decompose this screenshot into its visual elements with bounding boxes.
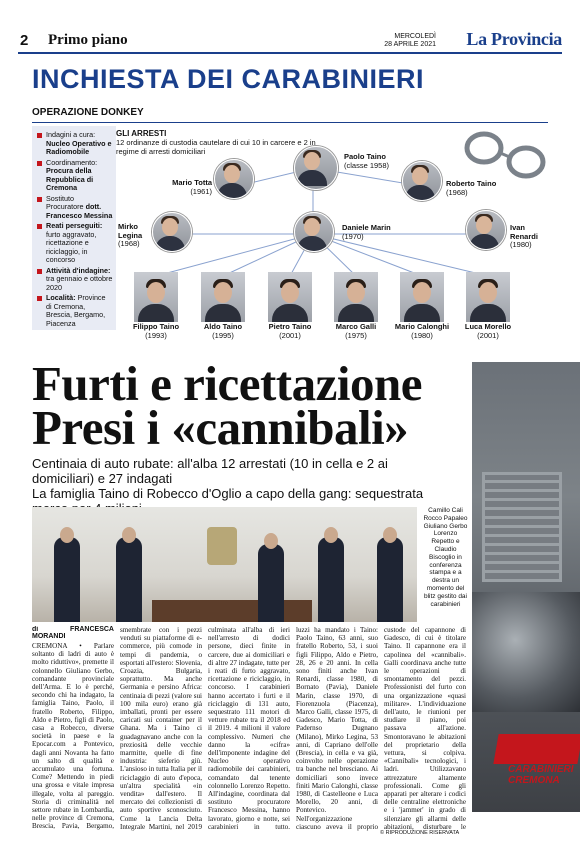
sidebar-item-label: Sostituto Procuratore	[46, 193, 84, 211]
headline-line1: Furti e ricettazione	[32, 356, 422, 411]
label-daniele-marin: Daniele Marin (1970)	[342, 223, 391, 241]
officer-figure	[258, 544, 284, 622]
info-sidebar	[32, 126, 116, 330]
headline	[32, 356, 422, 455]
officer-figure	[377, 537, 403, 622]
label-marco-galli: Marco Galli (1975)	[335, 322, 377, 340]
table-image	[152, 600, 312, 622]
handcuffs-icon	[460, 126, 550, 186]
deck-line2: La famiglia Taino di Robecco d'Oglio a capo della gang: sequestrata	[32, 486, 424, 501]
officer-head	[60, 527, 74, 543]
label-mario-calonghi: Mario Calonghi (1980)	[394, 322, 450, 340]
diagram-title: GLI ARRESTI	[116, 129, 167, 138]
officer-head	[383, 527, 397, 543]
article-column-2	[120, 626, 202, 832]
bullet-icon	[37, 133, 42, 138]
article-column-5	[384, 626, 466, 832]
column-text: culminata all'alba di ieri nell'arresto di dodici persone, dieci finite in carcere, due ai domiciliari e di altre 27 indagate, tutte per i reati di furto aggravato, ricettazione e riciclaggio, in concorso. I carabinieri hanno accertato i furti e il riciclaggio di 131 auto, sequestrato 111 motori di vetture rubate tra il 2018 ed il 2019. 4 milioni il valore complessivo. Numeri che danno la «cifra» dell'imponente indagine del Nucleo operativo radiomobile dei carabinieri, comandato dal tenente colonnello Lorenzo Repetto. All'indagine, coordinata dal sostituto procuratore Francesco Messina, hanno lavorato, giorno e notte, sei carabinieri in tutto.	[208, 626, 290, 831]
sidebar-item-label: Località:	[46, 293, 76, 302]
portrait-aldo-taino	[201, 272, 245, 322]
kicker: INCHIESTA DEI CARABINIERI	[32, 64, 425, 94]
sidebar-item	[37, 195, 113, 221]
section-title: Primo piano	[48, 32, 128, 48]
date-weekday: MERCOLEDÌ	[394, 33, 436, 40]
bullet-icon	[37, 269, 42, 274]
portrait-luca-morello	[466, 272, 510, 322]
sidebar-item	[37, 131, 113, 157]
subkicker: OPERAZIONE DONKEY	[32, 107, 144, 118]
officer-figure	[318, 537, 344, 622]
portrait-mario-calonghi	[400, 272, 444, 322]
portrait-pietro-taino	[268, 272, 312, 322]
sidebar-item	[37, 222, 113, 265]
column-text: smembrate con i pezzi venduti su piattaforme di e-commerce, più comode in tempi di pandemia, o esportati all'estero: Slovenia, Croazia, Bulgaria, soprattutto. Ma anche Germania e persino Africa: centinaia di pezzi (valore sui 100 mila euro) erano già imballati, pronti per essere caricati sui container per il Ghana. Ma i Taino ci guadagnavano anche con la preziosità delle vecchie marmitte, quelle di fine industria: sieferio giù. L'ansioso in tutta Italia per il riciclaggio di auto d'epoca, un'altra specialità «in vendita» dall'estero. Il mercato dei collezionisti di auto sportive sconosciuto. Come la Lancia Delta Integrale Martini, nel 2019	[120, 626, 202, 831]
deck-line1: Centinaia di auto rubate: all'alba 12 arrestati (10 in cella e 2 ai domiciliari) e 27 indagati	[32, 456, 388, 486]
portrait-filippo-taino	[134, 272, 178, 322]
portrait-ivan-renardi	[466, 210, 506, 250]
column-text: CREMONA • Parlare soltanto di ladri di auto è molto riduttivo», premette il colonnello Giuliano Gerbo, comandante provinciale dell'Arma. E lo è perché, secondo chi ha indagato, la famiglia Taino, Paolo, il fratello Roberto, Filippo, Aldo e Pietro, figli di Paolo, casa a Robecco, diverse società in paese e la Epocar.com a Pontevico, dagli anni Novanta ha fatto un salto di qualità e accumulato una fortuna. Come? Mettendo in piedi una grossa e vitale impresa illegale, volta al pareggio. Storia di criminalità nel settore rubate in Lombardia, nelle province di Cremona, Brescia, Pavia, Bergamo,	[32, 642, 114, 831]
carabinieri-watermark: CARABINIERI CREMONA	[508, 764, 574, 786]
portrait-paolo-taino	[294, 146, 338, 190]
date-day: 28 APRILE 2021	[384, 41, 436, 48]
article-column-3	[208, 626, 290, 832]
scrap-image	[472, 592, 580, 712]
sidebar-item-value: furto aggravato, ricettazione e riciclaggio, in concorso	[46, 229, 97, 264]
label-paolo-taino: Paolo Taino (classe 1958)	[344, 152, 390, 170]
press-conference-photo	[32, 507, 417, 622]
label-aldo-taino: Aldo Taino (1995)	[203, 322, 243, 340]
sidebar-item-value: Nucleo Operativo e Radiomobile	[46, 138, 112, 156]
portrait-marco-galli	[334, 272, 378, 322]
sidebar-item	[37, 267, 113, 293]
officer-head	[324, 527, 338, 543]
sidebar-item-label: Reati perseguiti:	[46, 221, 103, 230]
sidebar-item	[37, 159, 113, 193]
diagram-description: 12 ordinanze di custodia cautelare di cui 10 in carcere e 2 in regime di arresti domiciliari	[116, 138, 316, 156]
portrait-roberto-taino	[402, 161, 442, 201]
page-number: 2	[20, 32, 29, 49]
photo-caption: Camillo Cali Rocco Papaleo Giuliano Gerbo Lorenzo Repetto e Claudio Biscoglio in conferenza stampa e a destra un momento del blitz gestito dai carabinieri	[423, 507, 468, 608]
sidebar-item-label: Coordinamento:	[46, 157, 98, 167]
bullet-icon	[37, 296, 42, 301]
label-roberto-taino: Roberto Taino (1968)	[446, 179, 497, 197]
portrait-mirko-legina	[152, 212, 192, 252]
sidebar-item-label: Attività d'indagine:	[46, 265, 111, 275]
bullet-icon	[37, 161, 42, 166]
divider	[32, 122, 548, 123]
pallet-image	[482, 472, 562, 582]
newspaper-logo: La Provincia	[466, 29, 562, 49]
sidebar-item-value: dott. Francesco Messina	[46, 202, 113, 220]
car-image	[493, 734, 580, 764]
portrait-mario-totta	[214, 159, 254, 199]
officer-figure	[54, 537, 80, 622]
dateline	[384, 33, 436, 49]
raid-photo	[472, 362, 580, 812]
label-luca-morello: Luca Morello (2001)	[464, 322, 512, 340]
label-mirko-legina: Mirko Legina (1968)	[118, 222, 143, 248]
byline: di FRANCESCA MORANDI	[32, 626, 114, 640]
officer-head	[122, 527, 136, 543]
article-column-1	[32, 626, 114, 832]
bullet-icon	[37, 224, 42, 229]
page-header	[18, 30, 562, 54]
label-mario-totta: Mario Totta (1961)	[172, 178, 212, 196]
bullet-icon	[37, 197, 42, 202]
sidebar-item	[37, 294, 113, 328]
crest-image	[207, 527, 237, 565]
column-text: custode del capannone di Gadesco, di cui è titolare Taino. Il capannone era il capolinea del «cannibali». Galli coordinava anche tutte le operazioni di smontamento del pezzi. Professionisti del furto con una organizzazione «quasi militare». L'individuazione dell'auto, le riunioni per studiare il piano, poi passava all'azione. Smontoravano le abitazioni del proprietario della vettura, si colpiva. «Cannibali» tecnologici, i ladri. Utilizzavano attrezzature altamente professionali. Come gli apparati per alterare i codici delle centraline elettroniche e i 'jammer' in grado di silenziare gli allarmi delle abitazioni, disturbare le	[384, 626, 466, 831]
copyright-footer: © RIPRODUZIONE RISERVATA	[380, 830, 460, 836]
sidebar-item-label: Indagini a cura:	[46, 130, 96, 139]
sidebar-item-value: Province di Cremona, Brescia, Bergamo, Piacenza	[46, 293, 106, 328]
label-ivan-renardi: Ivan Renardi (1980)	[510, 223, 538, 249]
article-body	[32, 626, 467, 832]
label-filippo-taino: Filippo Taino (1993)	[132, 322, 180, 340]
label-pietro-taino: Pietro Taino (2001)	[268, 322, 312, 340]
column-text: luzzi ha mandato i Taino: Paolo Taino, 63 anni, suo fratello Roberto, 53, i suoi figli Filippo, Aldo e Pietro, 28, 26 e 20 anni. In cella sono finiti anche Ivan Renardi, classe 1980, di Bornato (Pavia), Daniele Marin, classe 1970, di Fiorenzuola (Piacenza), Marco Galli, classe 1975, di Gadesco, Mario Totta, di Padernso Dugnano (Milano), Mirko Legina, 53 anni, di Capriano dell'olle (Brescia), in cella e va già, coinvolto nelle operazione tra banche nel bresciano. Ai domiciliari sono invece finiti Mario Calonghi, classe 1980, di Castelleone e Luca Morello, 20 anni, di Pontevico. Nell'organizzazione ciascuno aveva il proprio	[296, 626, 378, 831]
portrait-daniele-marin	[294, 212, 334, 252]
sidebar-item-value: tra gennaio e ottobre 2020	[46, 274, 113, 292]
officer-head	[264, 533, 278, 549]
article-column-4	[296, 626, 378, 832]
sidebar-item-value: Procura della Repubblica di Cremona	[46, 166, 94, 192]
officer-figure	[116, 537, 142, 622]
headline-line2: Presi i «cannibali»	[32, 400, 409, 455]
